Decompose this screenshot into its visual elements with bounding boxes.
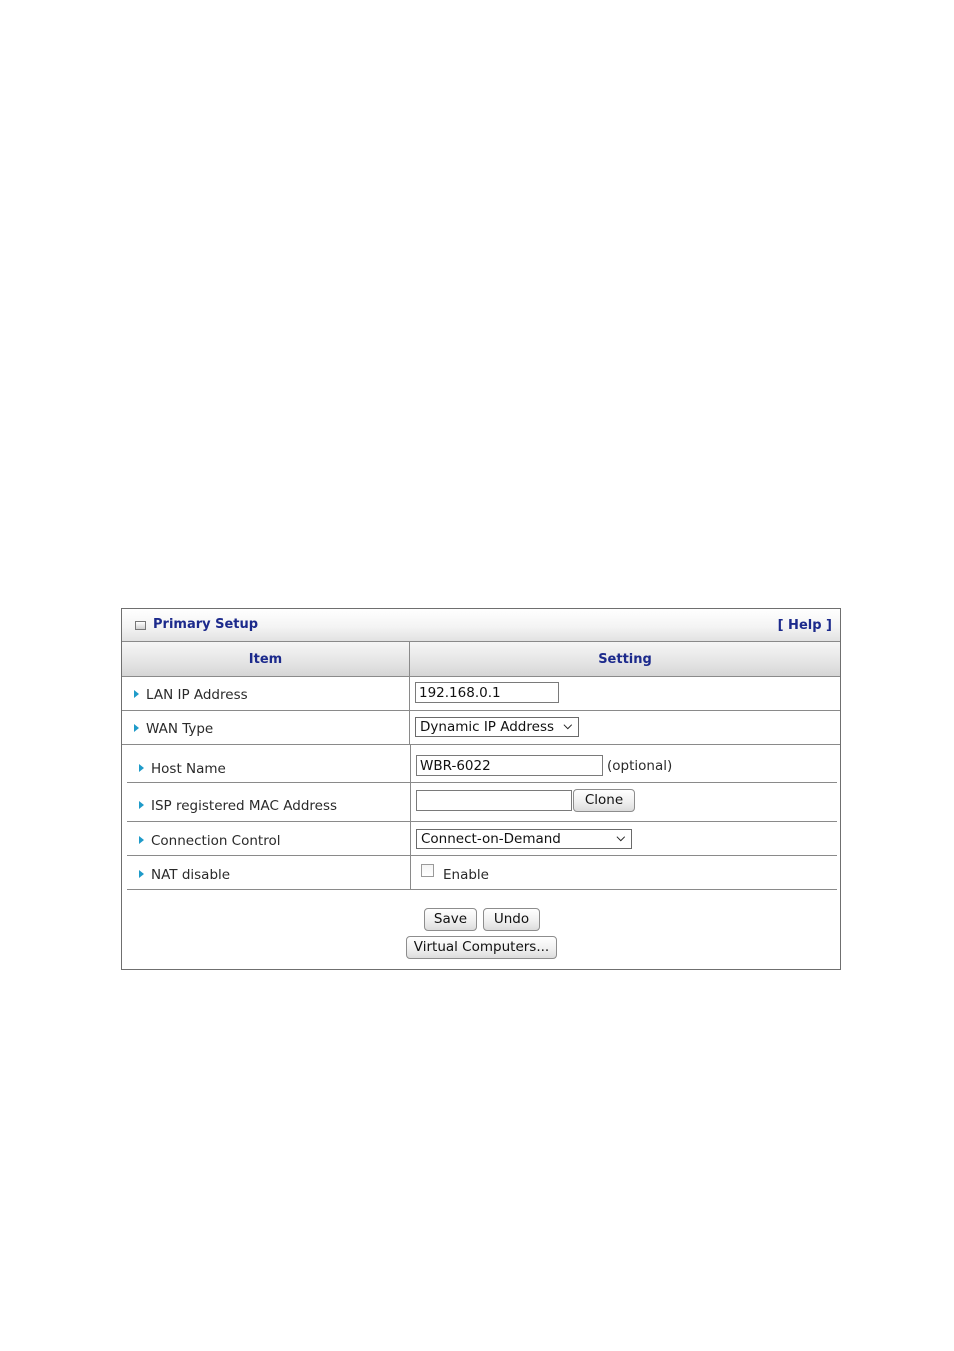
nat-enable-checkbox[interactable] xyxy=(421,864,434,877)
connection-control-selected: Connect-on-Demand xyxy=(421,831,561,847)
triangle-right-icon xyxy=(139,801,144,809)
host-name-label: Host Name xyxy=(151,761,226,777)
chevron-down-icon: ⌵ xyxy=(616,831,625,844)
nat-disable-label: NAT disable xyxy=(151,867,231,883)
wan-type-select[interactable] xyxy=(415,717,579,737)
virtual-computers-button[interactable]: Virtual Computers... xyxy=(406,936,557,959)
primary-setup-panel xyxy=(121,608,841,970)
table-row-connection-control xyxy=(127,822,837,856)
lan-ip-label: LAN IP Address xyxy=(146,687,248,703)
table-row-wan-type xyxy=(122,711,840,745)
host-name-hint: (optional) xyxy=(607,758,673,774)
help-link[interactable]: [ Help ] xyxy=(777,618,832,633)
triangle-right-icon xyxy=(139,764,144,772)
table-row-nat-disable xyxy=(127,856,837,890)
chevron-down-icon: ⌵ xyxy=(563,719,572,732)
triangle-right-icon xyxy=(139,836,144,844)
nat-enable-label: Enable xyxy=(443,867,489,883)
mac-address-label: ISP registered MAC Address xyxy=(151,798,338,814)
window-icon xyxy=(135,621,146,630)
connection-control-label: Connection Control xyxy=(151,833,281,849)
panel-title-bar xyxy=(122,609,840,642)
save-button[interactable]: Save xyxy=(424,908,477,931)
triangle-right-icon xyxy=(134,690,139,698)
table-row-mac-address xyxy=(127,783,837,822)
triangle-right-icon xyxy=(139,870,144,878)
table-header xyxy=(122,642,840,677)
panel-title: Primary Setup xyxy=(153,617,259,632)
host-name-input[interactable] xyxy=(416,755,603,776)
column-header-setting: Setting xyxy=(598,652,652,667)
column-header-item: Item xyxy=(248,652,283,667)
lan-ip-input[interactable] xyxy=(415,682,559,703)
clone-button[interactable]: Clone xyxy=(573,789,635,812)
wan-type-selected: Dynamic IP Address xyxy=(420,719,555,735)
table-row-lan-ip xyxy=(122,677,840,711)
connection-control-select[interactable] xyxy=(416,829,632,849)
wan-type-label: WAN Type xyxy=(146,721,214,737)
undo-button[interactable]: Undo xyxy=(483,908,540,931)
mac-address-input[interactable] xyxy=(416,790,572,811)
table-row-host-name xyxy=(127,745,837,783)
triangle-right-icon xyxy=(134,724,139,732)
